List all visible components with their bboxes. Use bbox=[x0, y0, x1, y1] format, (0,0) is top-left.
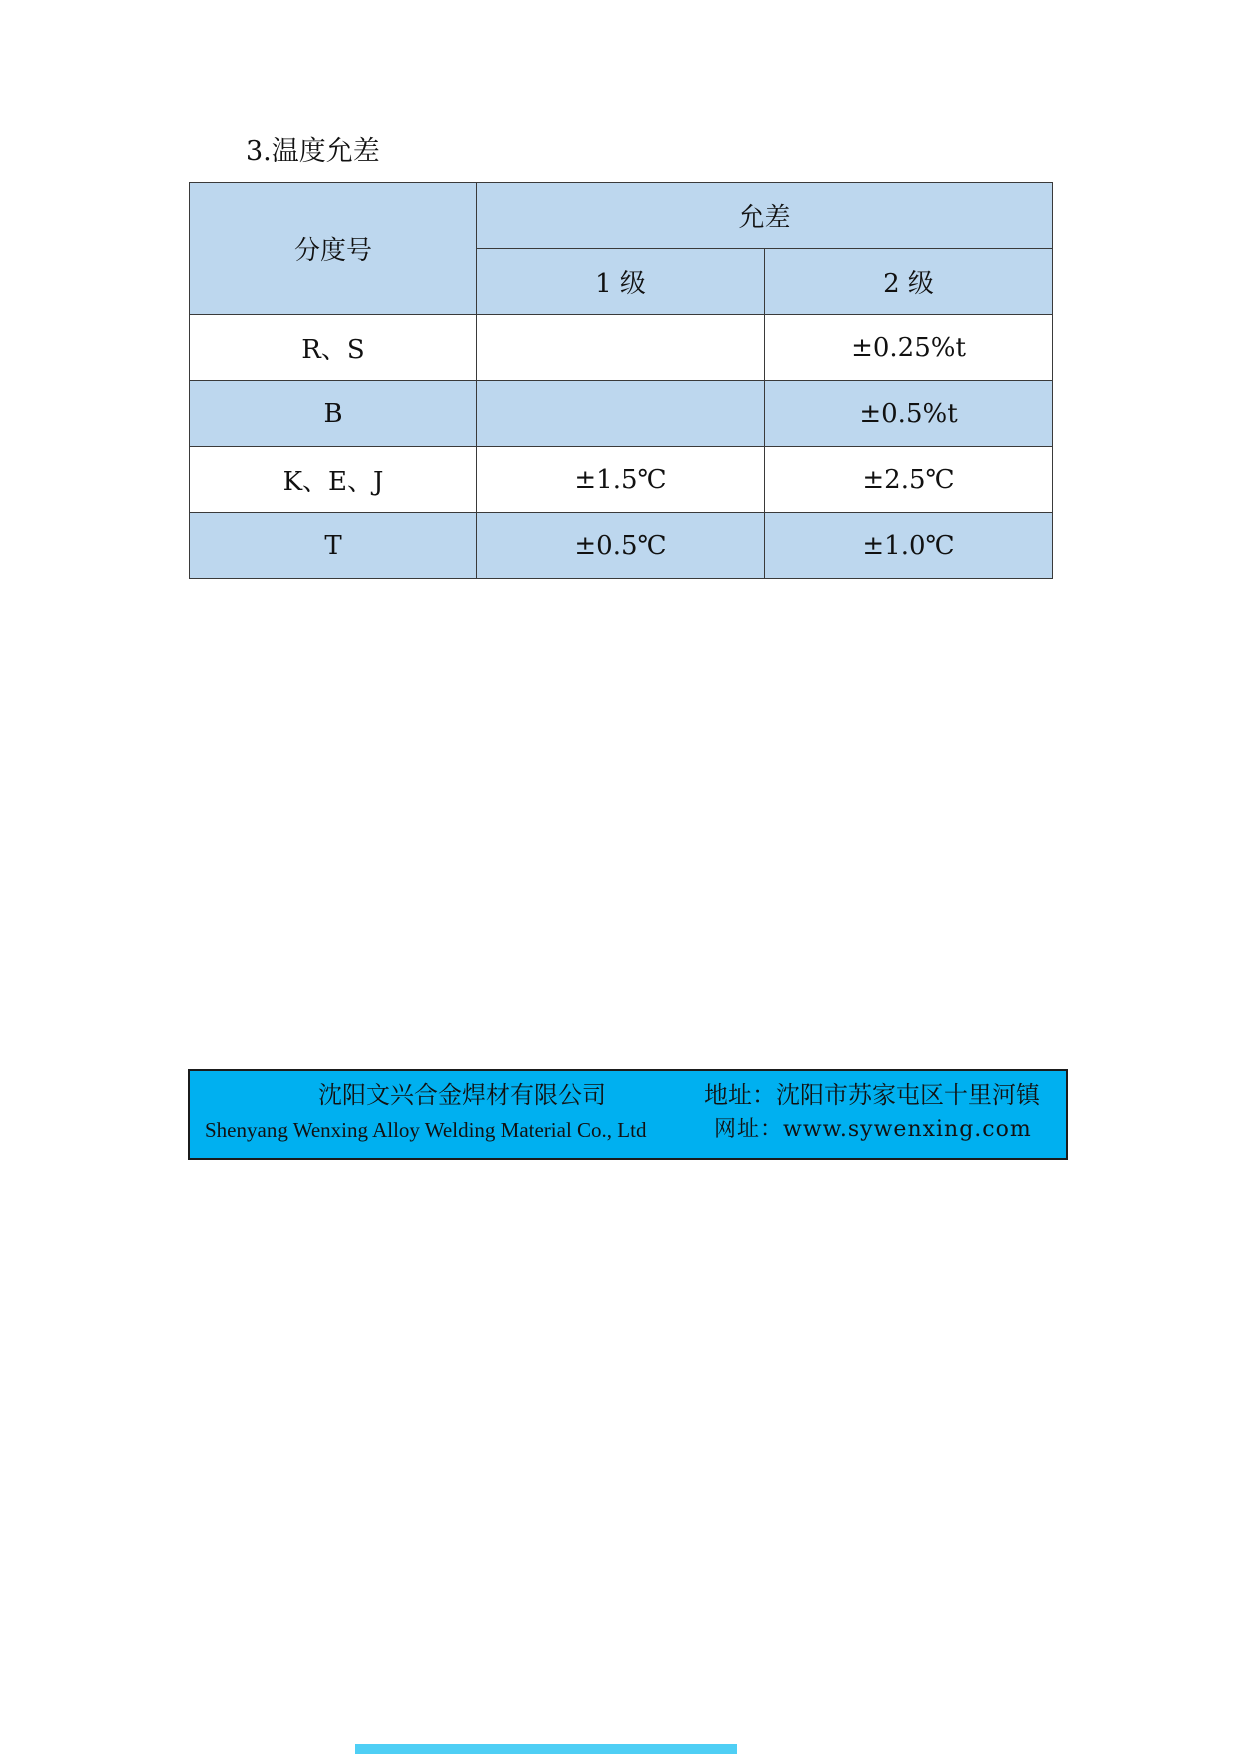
cell-grade1 bbox=[477, 381, 765, 447]
bottom-accent-bar bbox=[355, 1744, 737, 1754]
company-footer bbox=[188, 1069, 1068, 1160]
tolerance-table bbox=[189, 182, 1053, 579]
cell-grade2: ±1.0℃ bbox=[765, 513, 1053, 579]
table-row bbox=[190, 315, 1053, 381]
header-graduation: 分度号 bbox=[190, 183, 477, 315]
cell-grade1 bbox=[477, 315, 765, 381]
cell-grade1: ±1.5℃ bbox=[477, 447, 765, 513]
cell-grade2: ±0.5%t bbox=[765, 381, 1053, 447]
section-heading: 3.温度允差 bbox=[246, 136, 380, 167]
cell-graduation: K、E、J bbox=[190, 447, 477, 513]
cell-graduation: R、S bbox=[190, 315, 477, 381]
company-name-cn: 沈阳文兴合金焊材有限公司 bbox=[318, 1081, 606, 1109]
table-row bbox=[190, 513, 1053, 579]
table-row bbox=[190, 381, 1053, 447]
header-tolerance: 允差 bbox=[477, 183, 1053, 249]
company-website: 网址：www.sywenxing.com bbox=[714, 1117, 1032, 1142]
header-grade1: 1 级 bbox=[477, 249, 765, 315]
table-header-row bbox=[190, 183, 1053, 249]
cell-grade1: ±0.5℃ bbox=[477, 513, 765, 579]
cell-grade2: ±2.5℃ bbox=[765, 447, 1053, 513]
company-address: 地址：沈阳市苏家屯区十里河镇 bbox=[704, 1081, 1040, 1109]
cell-graduation: B bbox=[190, 381, 477, 447]
header-grade2: 2 级 bbox=[765, 249, 1053, 315]
cell-grade2: ±0.25%t bbox=[765, 315, 1053, 381]
company-name-en: Shenyang Wenxing Alloy Welding Material Co., Ltd bbox=[205, 1118, 647, 1142]
cell-graduation: T bbox=[190, 513, 477, 579]
table-row bbox=[190, 447, 1053, 513]
